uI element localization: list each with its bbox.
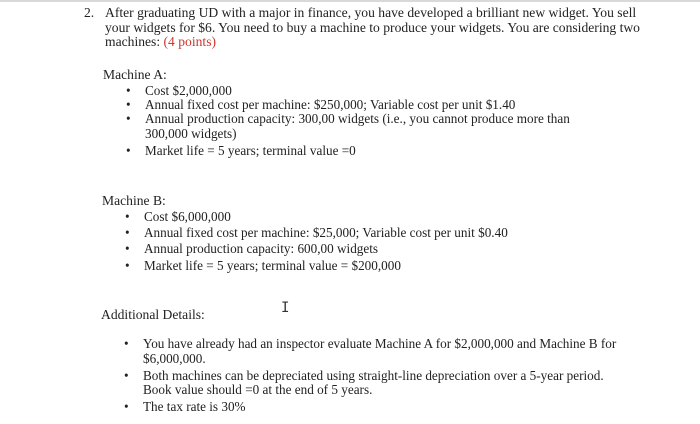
question-block — [84, 6, 644, 50]
item-text: Annual fixed cost per machine: $250,000; Variable cost per unit $1.40 — [145, 97, 516, 113]
item-text: Market life = 5 years; terminal value =0 — [145, 142, 356, 158]
bullet-icon: • — [124, 367, 129, 383]
item-text: The tax rate is 30% — [143, 399, 246, 415]
item-text: Annual production capacity: 300,00 widgets (i.e., you cannot produce more than 300,000 widgets) — [145, 111, 570, 141]
bullet-icon: • — [126, 111, 131, 127]
item-text: Cost $2,000,000 — [145, 83, 232, 98]
list-item — [122, 242, 602, 256]
top-divider — [0, 0, 700, 2]
list-item — [122, 259, 602, 273]
bullet-icon: • — [126, 142, 131, 158]
list-item — [122, 226, 602, 240]
list-item — [121, 369, 626, 399]
list-item — [123, 84, 593, 98]
question-text-wrap — [105, 6, 644, 50]
machine-b-heading: Machine B: — [102, 193, 166, 208]
question-text: After graduating UD with a major in finance, you have developed a brilliant new widget. You sell your widgets for $6. You need to buy a machine to produce your widgets. You are considering two machines: — [105, 5, 640, 49]
list-item — [123, 144, 593, 158]
list-item — [121, 337, 626, 367]
bullet-icon: • — [124, 336, 129, 351]
item-text: Cost $6,000,000 — [144, 209, 231, 224]
item-text: Both machines can be depreciated using straight-line depreciation over a 5-year period. Book value should =0 at the end of 5 years. — [143, 367, 604, 398]
list-item — [121, 400, 626, 415]
machine-a-list — [123, 84, 593, 158]
points-label: (4 points) — [163, 34, 217, 49]
bullet-icon: • — [125, 241, 130, 257]
text-cursor-icon: I — [281, 300, 290, 316]
bullet-icon: • — [126, 97, 131, 113]
machine-a-heading: Machine A: — [103, 67, 167, 82]
additional-list — [121, 337, 626, 415]
machine-b-list — [122, 210, 602, 273]
bullet-icon: • — [126, 83, 131, 98]
item-text: Annual fixed cost per machine: $25,000; Variable cost per unit $0.40 — [144, 225, 508, 241]
list-item — [123, 112, 593, 140]
bullet-icon: • — [125, 209, 130, 224]
question-number: 2. — [84, 5, 95, 20]
bullet-icon: • — [125, 225, 130, 241]
item-text: Market life = 5 years; terminal value = $200,000 — [144, 257, 401, 273]
list-item — [122, 210, 602, 224]
bullet-icon: • — [124, 399, 129, 415]
item-text: Annual production capacity: 600,00 widgets — [144, 241, 379, 257]
bullet-icon: • — [125, 257, 130, 273]
list-item — [123, 98, 593, 112]
item-text: You have already had an inspector evaluate Machine A for $2,000,000 and Machine B for $6,000,000. — [143, 336, 617, 366]
additional-heading: Additional Details: — [101, 307, 205, 322]
